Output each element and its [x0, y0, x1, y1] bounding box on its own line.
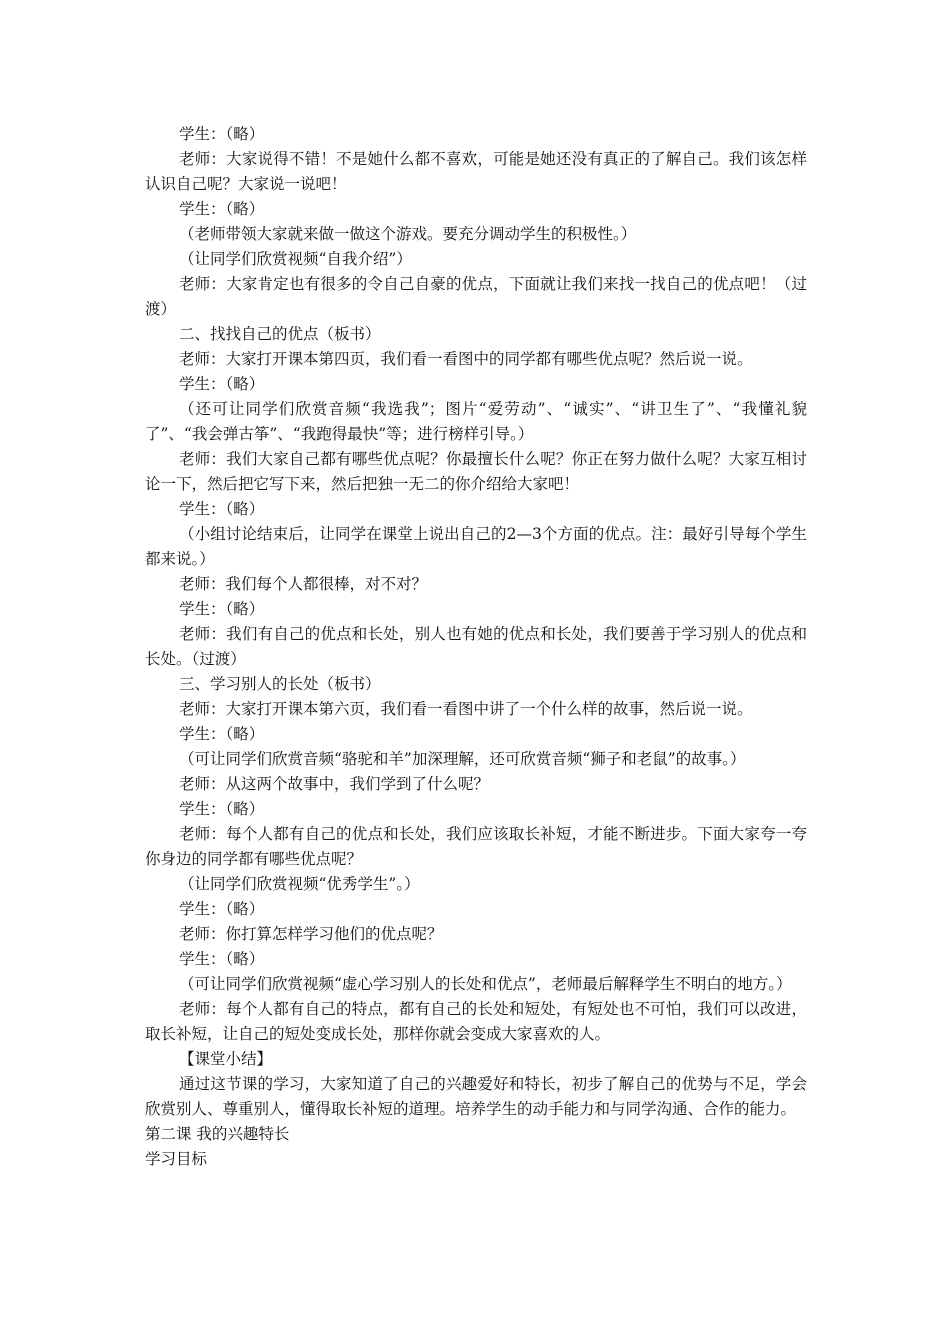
paragraph: 老师：从这两个故事中，我们学到了什么呢？: [179, 775, 490, 793]
paragraph: 老师：大家打开课本第六页，我们看一看图中讲了一个什么样的故事，然后说一说。: [179, 700, 753, 718]
paragraph: 学生：（略）: [179, 725, 265, 743]
paragraph: 老师：我们每个人都很棒，对不对？: [179, 575, 428, 593]
paragraph: （可让同学们欣赏视频“虚心学习别人的长处和优点”，老师最后解释学生不明白的地方。）: [179, 975, 792, 993]
paragraph: 老师：你打算怎样学习他们的优点呢？: [179, 925, 443, 943]
paragraph: 学生：（略）: [179, 375, 265, 393]
paragraph: 学生：（略）: [179, 950, 265, 968]
section-heading: 二、找找自己的优点（板书）: [179, 325, 381, 343]
paragraph: 学生：（略）: [179, 600, 265, 618]
paragraph: 学生：（略）: [179, 800, 265, 818]
paragraph: （让同学们欣赏视频“优秀学生”。）: [179, 875, 420, 893]
lesson-title: 第二课 我的兴趣特长: [145, 1125, 290, 1143]
paragraph: 老师：每个人都有自己的优点和长处，我们应该取长补短，才能不断进步。下面大家夸一夸你身边的同学都有哪些优点呢？: [145, 825, 807, 868]
paragraph: 老师：我们大家自己都有哪些优点呢？你最擅长什么呢？你正在努力做什么呢？大家互相讨论一下，然后把它写下来，然后把独一无二的你介绍给大家吧！: [145, 450, 807, 493]
section-heading: 三、学习别人的长处（板书）: [179, 675, 381, 693]
paragraph: 老师：我们有自己的优点和长处，别人也有她的优点和长处，我们要善于学习别人的优点和长处。（过渡）: [145, 625, 807, 668]
paragraph: 老师：每个人都有自己的特点，都有自己的长处和短处，有短处也不可怕，我们可以改进，取长补短，让自己的短处变成长处，那样你就会变成大家喜欢的人。: [145, 1000, 807, 1043]
paragraph: （还可让同学们欣赏音频“我选我”；图片“爱劳动”、“诚实”、“讲卫生了”、“我懂礼貌了”、“我会弹古筝”、“我跑得最快”等；进行榜样引导。）: [145, 400, 807, 443]
paragraph: 学生：（略）: [179, 500, 265, 518]
paragraph: 通过这节课的学习，大家知道了自己的兴趣爱好和特长，初步了解自己的优势与不足，学会欣赏别人、尊重别人，懂得取长补短的道理。培养学生的动手能力和与同学沟通、合作的能力。: [145, 1075, 807, 1118]
paragraph: 老师：大家打开课本第四页，我们看一看图中的同学都有哪些优点呢？然后说一说。: [179, 350, 753, 368]
paragraph: 学生：（略）: [179, 900, 265, 918]
paragraph: （小组讨论结束后，让同学在课堂上说出自己的2—3个方面的优点。注：最好引导每个学生都来说。）: [145, 525, 807, 568]
paragraph: （可让同学们欣赏音频“骆驼和羊”加深理解，还可欣赏音频“狮子和老鼠”的故事。）: [179, 750, 746, 768]
paragraph: 学生：（略）: [179, 200, 265, 218]
section-heading: 学习目标: [145, 1150, 208, 1168]
section-heading: 【课堂小结】: [179, 1050, 273, 1068]
paragraph: 学生：（略）: [179, 125, 265, 143]
paragraph: （让同学们欣赏视频“自我介绍”）: [179, 250, 412, 268]
paragraph: 老师：大家肯定也有很多的令自己自豪的优点，下面就让我们来找一找自己的优点吧！（过渡）: [145, 275, 807, 318]
paragraph: 老师：大家说得不错！不是她什么都不喜欢，可能是她还没有真正的了解自己。我们该怎样认识自己呢？大家说一说吧！: [145, 150, 807, 193]
document-body: [145, 122, 807, 1172]
paragraph: （老师带领大家就来做一做这个游戏。要充分调动学生的积极性。）: [179, 225, 637, 243]
